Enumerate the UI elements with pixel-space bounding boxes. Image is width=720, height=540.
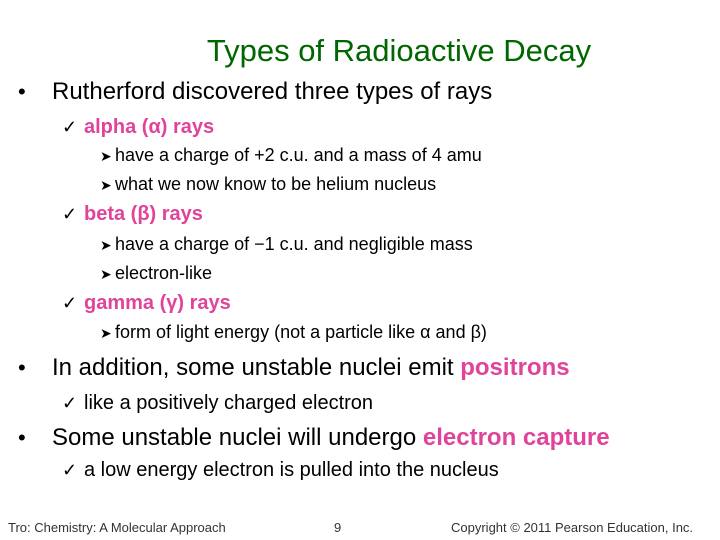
footer-page-number: 9 (334, 520, 342, 535)
beta-label: beta (β) rays (84, 203, 203, 225)
subitem-alpha (62, 116, 214, 139)
gamma-label: gamma (γ) rays (84, 292, 231, 314)
beta-item-2-text: electron-like (115, 263, 213, 283)
bullet-positrons-text: In addition, some unstable nuclei emit (52, 354, 461, 381)
positrons-highlight: positrons (460, 354, 570, 381)
alpha-item-2 (100, 174, 436, 195)
checkmark-icon: ✓ (62, 117, 78, 137)
beta-item-2 (100, 263, 212, 284)
arrow-icon: ➤ (100, 148, 112, 164)
bullet-positrons (18, 354, 570, 382)
subitem-gamma (62, 292, 231, 315)
bullet-electron-capture-text: Some unstable nuclei will undergo (52, 424, 423, 451)
arrow-icon: ➤ (100, 325, 112, 341)
alpha-item-1-text: have a charge of +2 c.u. and a mass of 4 amu (115, 145, 482, 165)
bullet-dot-icon: • (18, 79, 26, 104)
alpha-item-2-text: what we now know to be helium nucleus (115, 174, 437, 194)
bullet-rutherford-text: Rutherford discovered three types of rays (52, 78, 493, 105)
footer-source: Tro: Chemistry: A Molecular Approach (8, 520, 226, 535)
electron-capture-highlight: electron capture (422, 424, 610, 451)
bullet-rutherford (18, 78, 492, 106)
electron-capture-sub-text: a low energy electron is pulled into the nucleus (84, 459, 499, 481)
beta-item-1-text: have a charge of −1 c.u. and negligible mass (115, 234, 473, 254)
alpha-item-1 (100, 145, 482, 166)
beta-item-1 (100, 234, 473, 255)
positrons-sub (62, 392, 373, 415)
arrow-icon: ➤ (100, 177, 112, 193)
checkmark-icon: ✓ (62, 393, 78, 413)
checkmark-icon: ✓ (62, 460, 78, 480)
bullet-electron-capture (18, 424, 610, 452)
subitem-beta (62, 203, 203, 226)
slide-title: Types of Radioactive Decay (206, 33, 592, 68)
checkmark-icon: ✓ (62, 204, 78, 224)
arrow-icon: ➤ (100, 266, 112, 282)
electron-capture-sub (62, 459, 499, 482)
footer-copyright: Copyright © 2011 Pearson Education, Inc. (451, 520, 694, 535)
gamma-item-1 (100, 322, 487, 343)
alpha-label: alpha (α) rays (84, 116, 215, 138)
bullet-dot-icon: • (18, 355, 26, 380)
gamma-item-1-text: form of light energy (not a particle like α and β) (115, 322, 487, 342)
checkmark-icon: ✓ (62, 293, 78, 313)
arrow-icon: ➤ (100, 237, 112, 253)
positrons-sub-text: like a positively charged electron (84, 392, 374, 414)
bullet-dot-icon: • (18, 425, 26, 450)
